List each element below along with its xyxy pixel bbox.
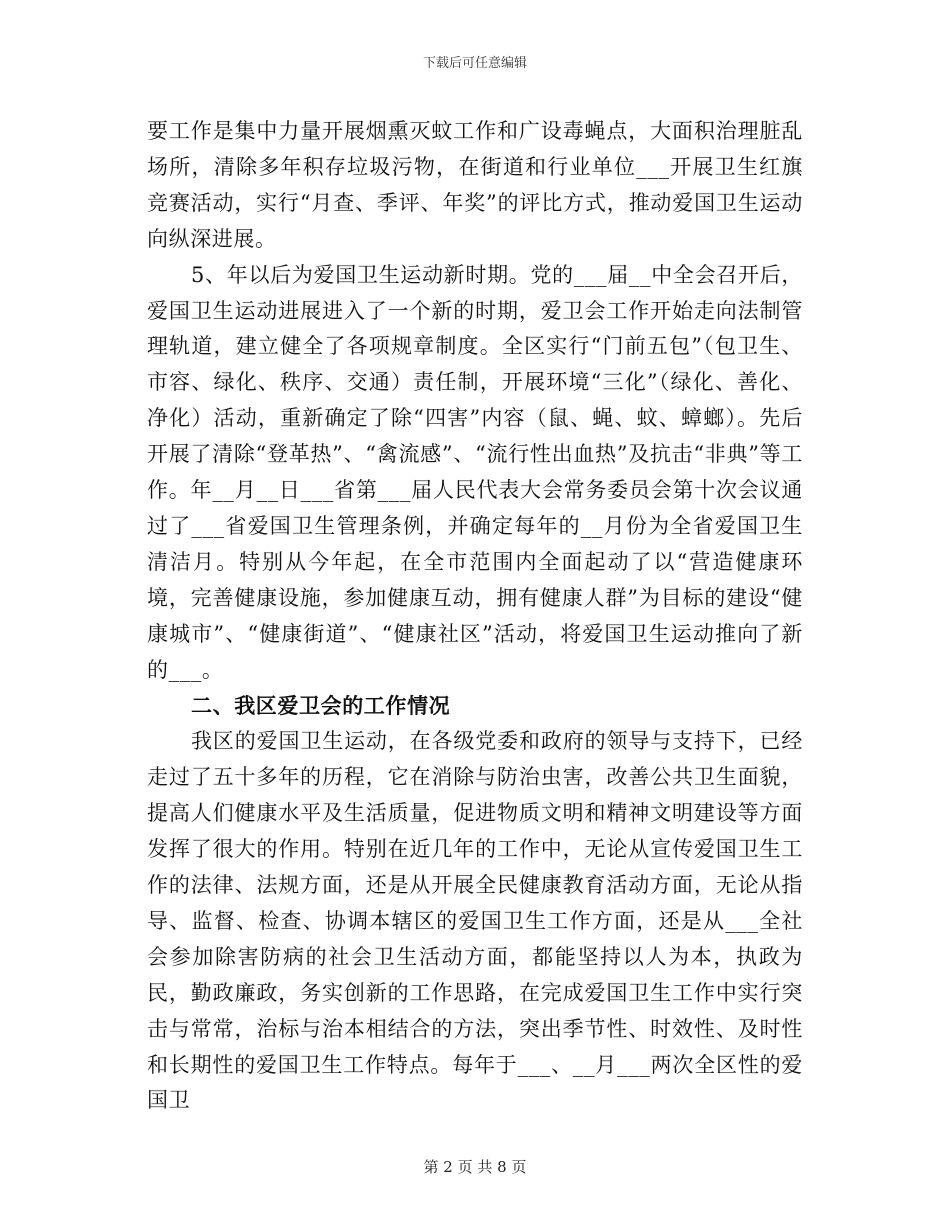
page-header: 下载后可任意编辑 bbox=[422, 56, 527, 71]
section-heading: 二、我区爱卫会的工作情况 bbox=[191, 693, 451, 718]
document-body bbox=[147, 114, 803, 1119]
paragraph-continuation: 要工作是集中力量开展烟熏灭蚊工作和广设毒蝇点，大面积治理脏乱场所，清除多年积存垃圾污物，在街道和行业单位___开展卫生红旗竞赛活动，实行“月查、季评、年奖”的评比方式，推动爱国卫生运动向纵深进展。 bbox=[147, 119, 803, 251]
paragraph-work-situation: 我区的爱国卫生运动，在各级党委和政府的领导与支持下，已经走过了五十多年的历程，它在消除与防治虫害，改善公共卫生面貌，提高人们健康水平及生活质量，促进物质文明和精神文明建设等方面发挥了很大的作用。特别在近几年的工作中，无论从宣传爱国卫生工作的法律、法规方面，还是从开展全民健康教育活动方面，无论从指导、监督、检查、协调本辖区的爱国卫生工作方面，还是从___全社会参加除害防病的社会卫生活动方面，都能坚持以人为本，执政为民，勤政廉政，务实创新的工作思路，在完成爱国卫生工作中实行突击与常常，治标与治本相结合的方法，突出季节性、时效性、及时性和长期性的爱国卫生工作特点。每年于___、__月___两次全区性的爱国卫 bbox=[147, 729, 803, 1113]
page-number: 第 2 页 共 8 页 bbox=[423, 1158, 527, 1176]
paragraph-new-era: 5、年以后为爱国卫生运动新时期。党的___届__中全会召开后，爱国卫生运动进展进入了一个新的时期，爱卫会工作开始走向法制管理轨道，建立健全了各项规章制度。全区实行“门前五包”（包卫生、市容、绿化、秩序、交通）责任制，开展环境“三化”（绿化、善化、净化）活动，重新确定了除“四害”内容（鼠、蝇、蚊、蟑螂）。先后开展了清除“登革热”、“禽流感”、“流行性出血热”及抗击“非典”等工作。年__月__日___省第___届人民代表大会常务委员会第十次会议通过了___省爱国卫生管理条例，并确定每年的__月份为全省爱国卫生清洁月。特别从今年起，在全市范围内全面起动了以“营造健康环境，完善健康设施，参加健康互动，拥有健康人群”为目标的建设“健康城市”、“健康街道”、“健康社区”活动，将爱国卫生运动推向了新的___。 bbox=[147, 262, 803, 682]
